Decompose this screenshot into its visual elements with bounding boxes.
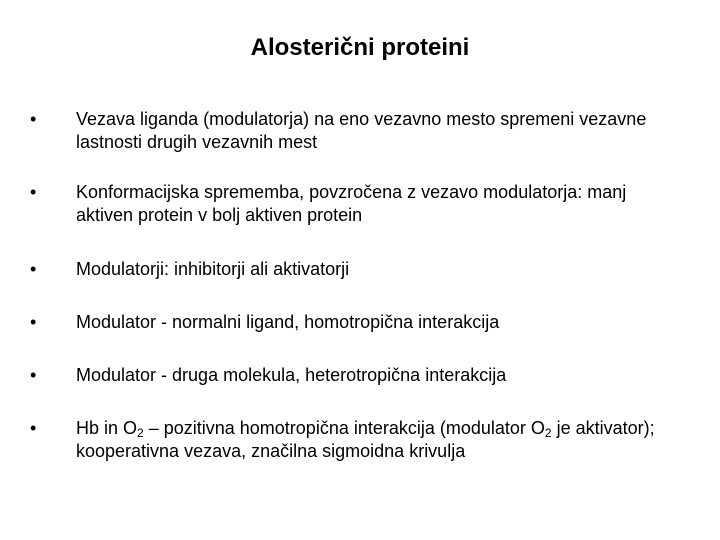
bullet-dot: • bbox=[30, 182, 37, 202]
bullet-dot: • bbox=[30, 418, 37, 438]
bullet-text: Modulator - normalni ligand, homotropična interakcija bbox=[76, 312, 500, 332]
bullet-text: Modulatorji: inhibitorji ali aktivatorji bbox=[76, 259, 350, 279]
bullet-item-1 bbox=[30, 108, 670, 154]
bullet-item-6 bbox=[30, 417, 670, 463]
bullet-text-part: – pozitivna homotropična interakcija (modulator O bbox=[143, 418, 545, 438]
bullet-text: Vezava liganda (modulatorja) na eno vezavno mesto spremeni vezavne lastnosti drugih vezavnih mest bbox=[76, 109, 647, 152]
bullet-text: Modulator - druga molekula, heterotropična interakcija bbox=[76, 365, 507, 385]
bullet-text-part: Hb in O bbox=[76, 418, 138, 438]
bullet-item-4 bbox=[30, 311, 670, 334]
bullet-dot: • bbox=[30, 259, 37, 279]
slide-title: Alosterični proteini bbox=[250, 34, 470, 61]
subscript: 2 bbox=[544, 426, 552, 440]
subscript: 2 bbox=[137, 426, 144, 440]
bullet-dot: • bbox=[30, 312, 37, 332]
bullet-item-3 bbox=[30, 258, 670, 281]
bullet-item-5 bbox=[30, 364, 670, 387]
bullet-text bbox=[76, 417, 670, 463]
bullet-dot: • bbox=[30, 109, 37, 129]
bullet-dot: • bbox=[30, 365, 37, 385]
bullet-text: Konformacijska sprememba, povzročena z vezavo modulatorja: manj aktiven protein v bolj aktiven protein bbox=[76, 182, 627, 225]
bullet-text-part: je aktivator); kooperativna vezava, značilna sigmoidna krivulja bbox=[76, 418, 655, 461]
bullet-item-2 bbox=[30, 181, 670, 227]
